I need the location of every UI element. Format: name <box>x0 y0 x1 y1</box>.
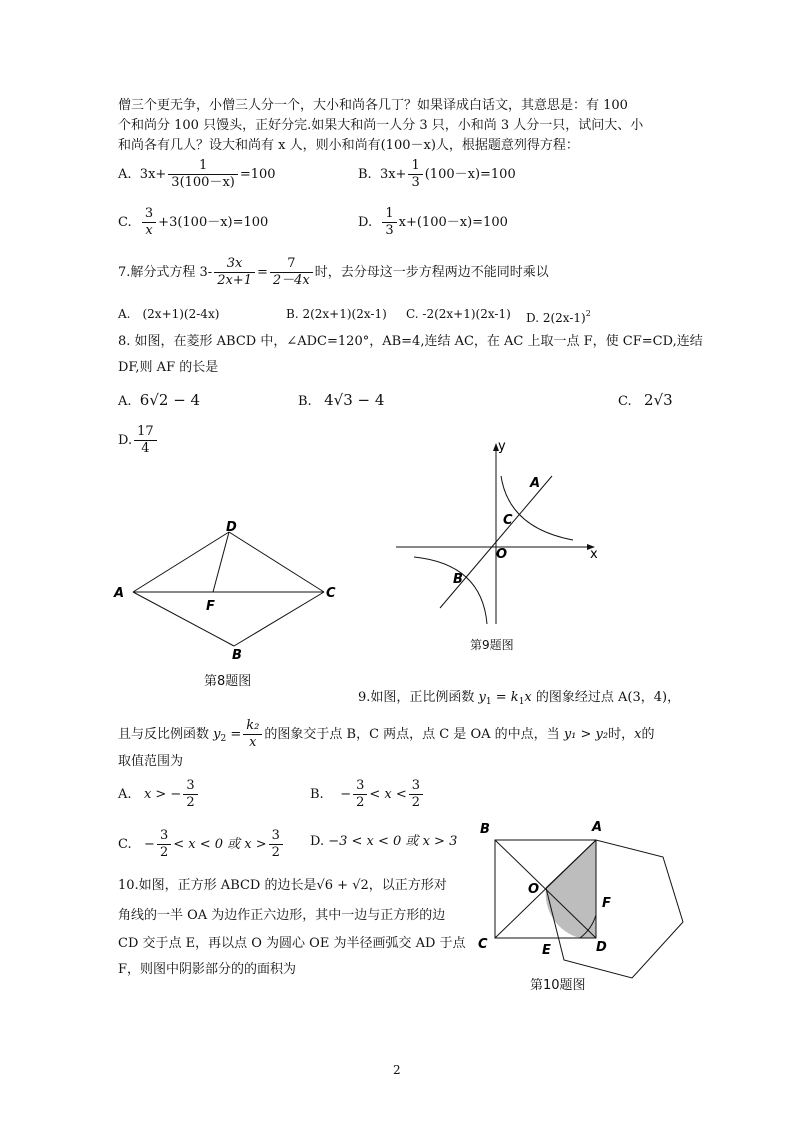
q7-stem-pre: 7.解分式方程 3- <box>118 265 213 280</box>
fraction-numerator: 3 <box>409 778 423 795</box>
q7-option-d-exponent: 2 <box>585 309 591 318</box>
q7-stem-post: 时，去分母这一步方程两边不能同时乘以 <box>314 265 549 280</box>
q9-option-a-pre: x > − <box>143 787 182 802</box>
q8-option-b-label: B. <box>298 394 312 409</box>
q9-line-1-text: 9.如图，正比例函数 <box>358 690 475 705</box>
q9-option-c <box>118 828 285 861</box>
q10-line-1-post: ，以正方形对 <box>368 878 447 893</box>
fraction-denominator: 2 <box>411 795 421 810</box>
rhombus-side-cb <box>234 592 324 646</box>
q7-option-a: A. (2x+1)(2-4x) <box>118 307 220 321</box>
q9-line-2-post2: 时， <box>608 727 635 742</box>
q6-option-b-post: (100－x)=100 <box>424 167 516 182</box>
q6-line-2: 个和尚分 100 只馒头，正好分完.如果大和尚一人分 3 只，小和尚 3 人分一只，试问大、小 <box>118 118 644 133</box>
q9-condition: y₁ > y₂ <box>563 727 609 742</box>
q6-option-a-pre: 3x+ <box>139 167 167 182</box>
point-label-c: C <box>503 513 513 528</box>
q9-line-1 <box>358 688 680 712</box>
q8-option-c-value: 2√3 <box>644 391 673 409</box>
q9-option-c-fraction-1 <box>157 828 171 861</box>
q8-figure-caption: 第8题图 <box>204 674 252 689</box>
q9-option-d <box>310 832 457 852</box>
fraction-numerator: 1 <box>168 158 238 175</box>
q7-equals: = <box>256 265 268 280</box>
q6-option-a-post: =100 <box>239 167 276 182</box>
q7-option-d-text: D. 2(2x-1) <box>526 311 586 325</box>
q6-option-d-post: x+(100－x)=100 <box>398 215 508 230</box>
q6-option-b-label: B. <box>358 167 372 182</box>
q9-option-a-fraction <box>183 778 197 811</box>
q9-option-c-fraction-2 <box>269 828 283 861</box>
q9-k1-symbol: = k <box>495 690 519 705</box>
q9-k1-subscript: 1 <box>518 697 525 707</box>
q6-option-d-label: D. <box>358 215 373 230</box>
fraction-denominator: 4 <box>141 441 150 456</box>
q9-option-a-label: A. <box>118 787 132 802</box>
q9-option-b-fraction-2 <box>409 778 423 811</box>
q10-line-1-pre: 10.如图，正方形 ABCD 的边长是 <box>118 878 317 893</box>
rhombus-side-dc <box>229 532 324 592</box>
q10-figure-caption: 第10题图 <box>530 978 586 993</box>
q9-y2-subscript: 2 <box>220 734 227 744</box>
q9-y2-symbol: y <box>213 727 221 742</box>
q6-option-c-fraction <box>142 206 156 239</box>
q9-y1-symbol: y <box>478 690 486 705</box>
q7-fraction-2 <box>270 256 313 289</box>
q8-option-a-value: 6√2 − 4 <box>139 391 201 409</box>
q6-option-a-fraction <box>168 158 238 191</box>
fraction-denominator: 3 <box>411 175 420 190</box>
point-label-c: C <box>326 586 336 601</box>
q9-line-2 <box>118 718 654 751</box>
q8-option-a <box>118 390 200 412</box>
q9-option-b-pre: − <box>340 787 352 802</box>
q9-k2-fraction <box>243 718 262 751</box>
q10-line-2: 角线的一半 OA 为边作正六边形，其中一边与正方形的边 <box>118 908 446 923</box>
fraction-numerator: 3x <box>214 256 255 273</box>
fraction-numerator: 3 <box>269 828 283 845</box>
fraction-denominator: x <box>249 735 257 750</box>
q9-option-c-pre: − <box>144 837 155 852</box>
fraction-denominator: 2－4x <box>272 273 310 288</box>
q9-option-c-label: C. <box>118 837 132 852</box>
fraction-denominator: 2 <box>271 845 280 860</box>
point-label-a: A <box>592 820 603 835</box>
point-label-o: O <box>528 882 540 897</box>
q6-option-b-fraction <box>408 158 422 191</box>
q6-option-a <box>118 158 276 191</box>
q9-figure-graph <box>392 438 612 638</box>
q6-option-d-fraction <box>382 206 396 239</box>
fraction-numerator: 3 <box>353 778 367 795</box>
fraction-numerator: 3 <box>142 206 156 223</box>
shaded-region <box>546 840 596 938</box>
rhombus-side-ba <box>133 592 234 646</box>
q7-option-d <box>526 304 591 328</box>
point-label-a: A <box>530 476 541 491</box>
q7-option-c: C. -2(2x+1)(2x-1) <box>406 307 511 321</box>
q9-option-b-label: B. <box>310 787 324 802</box>
q8-option-d <box>118 424 159 457</box>
q10-line-3: CD 交于点 E，再以点 O 为圆心 OE 为半径画弧交 AD 于点 <box>118 936 466 951</box>
q6-option-c-label: C. <box>118 215 132 230</box>
point-label-o: O <box>496 547 508 562</box>
fraction-denominator: 3(100－x) <box>171 175 235 190</box>
q9-y1-subscript: 1 <box>485 697 492 707</box>
q9-line-1-post: 的图象经过点 A(3，4)， <box>535 690 681 705</box>
q7-fraction-1 <box>214 256 255 289</box>
q9-line-2-x: x <box>634 727 642 742</box>
q8-option-b-value: 4√3 − 4 <box>324 391 385 409</box>
q10-line-1 <box>118 876 447 896</box>
fraction-denominator: x <box>145 223 153 238</box>
q6-option-b <box>358 158 516 191</box>
q7-option-b: B. 2(2x+1)(2x-1) <box>286 307 387 321</box>
point-label-b: B <box>232 648 242 663</box>
q6-option-c-post: +3(100－x)=100 <box>158 215 269 230</box>
q7-stem <box>118 256 549 289</box>
point-label-d: D <box>596 940 607 955</box>
hyperbola-lower-branch <box>414 557 487 624</box>
q9-line-2-post: 的图象交于点 B，C 两点，点 C 是 OA 的中点，当 <box>264 727 560 742</box>
q9-option-a <box>118 778 200 811</box>
q8-option-d-label: D. <box>118 433 133 448</box>
q9-line-2-tail: 的 <box>641 727 655 742</box>
q9-figure-caption: 第9题图 <box>470 638 514 652</box>
q8-figure-rhombus <box>110 515 350 665</box>
point-label-f: F <box>206 599 215 614</box>
q8-line-2: DF,则 AF 的长是 <box>118 360 219 375</box>
q8-option-c-label: C. <box>618 394 632 409</box>
q6-line-3: 和尚各有几人？设大和尚有 x 人，则小和尚有(100－x)人，根据题意列得方程： <box>118 138 579 153</box>
point-label-c: C <box>478 937 488 952</box>
fraction-numerator: 3 <box>157 828 171 845</box>
q6-option-c <box>118 206 268 239</box>
q9-option-d-value: −3 < x < 0 或 x > 3 <box>328 834 458 849</box>
y-axis-label: y <box>498 439 506 454</box>
fraction-numerator: 17 <box>134 424 157 441</box>
q9-option-b-fraction-1 <box>353 778 367 811</box>
q9-line-2-pre: 且与反比例函数 <box>118 727 210 742</box>
point-label-d: D <box>226 520 237 535</box>
point-label-b: B <box>453 572 463 587</box>
q9-line-3: 取值范围为 <box>118 754 184 769</box>
q6-option-b-pre: 3x+ <box>379 167 407 182</box>
q9-x-symbol: x <box>524 690 532 705</box>
q10-side-length: √6 + √2 <box>316 878 369 893</box>
q8-option-d-fraction <box>134 424 157 457</box>
q10-line-4: F，则图中阴影部分的的面积为 <box>118 962 297 977</box>
fraction-denominator: 2x+1 <box>217 273 252 288</box>
point-label-a: A <box>114 586 125 601</box>
q9-option-b-mid: < x < <box>369 787 407 802</box>
point-label-e: E <box>542 943 551 958</box>
q9-equals: = <box>230 727 242 742</box>
fraction-numerator: 1 <box>382 206 396 223</box>
q9-option-b <box>310 778 425 811</box>
q10-figure-square-hexagon <box>472 815 702 985</box>
fraction-denominator: 2 <box>186 795 195 810</box>
fraction-denominator: 2 <box>356 795 365 810</box>
fraction-denominator: 2 <box>159 845 169 860</box>
rhombus-side-ad <box>133 532 229 592</box>
point-label-f: F <box>602 896 611 911</box>
q8-option-c <box>618 390 673 412</box>
q6-option-d <box>358 206 508 239</box>
point-label-b: B <box>480 822 490 837</box>
q9-option-c-mid: < x < 0 或 x > <box>173 837 267 852</box>
q6-line-1: 僧三个更无争，小僧三人分一个，大小和尚各几丁？如果译成白话文，其意思是：有 100 <box>118 98 628 113</box>
fraction-numerator: 3 <box>183 778 197 795</box>
fraction-numerator: 1 <box>408 158 422 175</box>
q8-line-1: 8. 如图，在菱形 ABCD 中，∠ADC=120°，AB=4,连结 AC，在 AC 上取一点 F，使 CF=CD,连结 <box>118 334 703 349</box>
q8-option-b <box>298 390 384 412</box>
x-axis-label: x <box>590 547 598 562</box>
q8-option-a-label: A. <box>118 394 132 409</box>
q9-option-d-label: D. <box>310 834 325 849</box>
page-number: 2 <box>393 1063 401 1077</box>
q6-option-a-label: A. <box>118 167 132 182</box>
fraction-denominator: 3 <box>385 223 394 238</box>
fraction-numerator: k₂ <box>243 718 262 735</box>
fraction-numerator: 7 <box>270 256 313 273</box>
